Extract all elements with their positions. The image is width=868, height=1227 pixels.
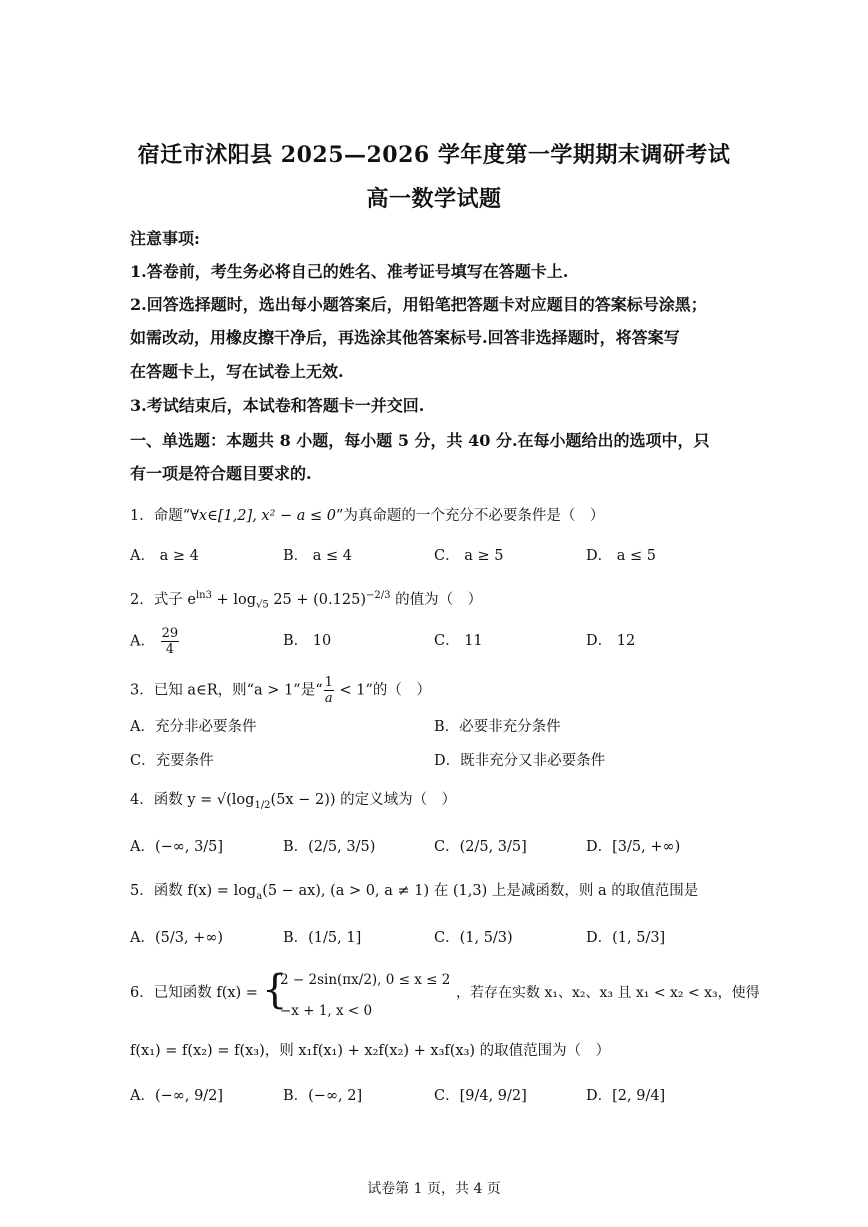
q5-base: a [256,890,263,902]
exam-subtitle: 高一数学试题 [366,186,502,212]
q4-option-b: B．(2/5, 3/5) [283,839,376,855]
q2-exp2: −2/3 [365,590,391,601]
notes-heading: 注意事项: [130,229,200,248]
note-1: 1.答卷前，考生务必将自己的姓名、准考证号填写在答题卡上. [130,262,569,281]
q5-option-d: D．(1, 5/3] [586,930,666,946]
q1-math: ∀x∈[1,2], x² − a ≤ 0 [190,508,337,524]
q2-a-numerator: 29 [161,626,179,641]
q6-option-a: A．(−∞, 9/2] [130,1088,224,1104]
q2-option-a [130,626,180,657]
q5-option-a: A．(5/3, +∞) [130,930,224,946]
q3-option-b: B．必要非充分条件 [434,719,561,735]
q4-number: 4． [130,792,154,808]
q2-number: 2． [130,591,154,608]
q1-option-b: B． a ≤ 4 [283,548,353,564]
q1-option-a: A． a ≥ 4 [130,548,199,564]
q4-option-a: A．(−∞, 3/5] [130,839,224,855]
q6-option-b: B．(−∞, 2] [283,1088,363,1104]
q1-option-c: C． a ≥ 5 [434,548,504,564]
q2-post: 的值为（ ） [390,591,483,608]
q5-text: 函数 f(x) = log [153,883,257,899]
q2-option-b: B． 10 [283,633,332,649]
q2-option-d: D． 12 [586,633,636,649]
q3-option-a: A．充分非必要条件 [130,719,257,735]
q4-option-c: C．(2/5, 3/5] [434,839,527,855]
q4-option-d: D．[3/5, +∞) [586,839,681,855]
q6-case-2: −x + 1, x < 0 [280,1003,373,1019]
q6-option-c: C．[9/4, 9/2] [434,1088,527,1104]
question-2 [130,585,482,617]
q6-number: 6． [130,985,154,1001]
q5-option-b: B．(1/5, 1] [283,930,362,946]
q1-pre: 命题“ [153,508,191,524]
q1-option-d: D． a ≤ 5 [586,548,656,564]
note-2a: 2.回答选择题时，选出每小题答案后，用铅笔把答题卡对应题目的答案标号涂黑； [130,295,707,314]
q3-number: 3． [130,682,154,699]
question-6 [130,982,258,1004]
question-5 [130,880,698,908]
q5-number: 5． [130,883,154,899]
q4-post: (5x − 2)) 的定义域为（ ） [270,792,457,808]
q2-mid2: 25 + (0.125) [268,591,366,608]
q2-option-c: C． 11 [434,633,483,649]
q1-post: ”为真命题的一个充分不必要条件是（ ） [336,508,605,524]
q6-pre: 已知函数 f(x) = [153,985,258,1001]
q2-exp: ln3 [195,590,212,601]
q4-base: 1/2 [254,799,271,811]
page-footer: 试卷第 1 页，共 4 页 [367,1181,501,1197]
q6-option-d: D．[2, 9/4] [586,1088,666,1104]
question-4 [130,789,456,817]
q3-option-d: D．既非充分又非必要条件 [434,753,606,769]
exam-title: 宿迁市沭阳县 2025—2026 学年度第一学期期末调研考试 [137,142,731,168]
q2-a-label: A． [130,633,155,650]
q3-pre: 已知 a∈R，则“a > 1”是“ [153,682,323,699]
q2-base: √5 [255,599,269,611]
q3-option-c: C．充要条件 [130,753,214,769]
q6-line2: f(x₁) = f(x₂) = f(x₃)，则 x₁f(x₁) + x₂f(x₂) + x₃f(x₃) 的取值范围为（ ） [130,1043,611,1059]
q3-numerator: 1 [324,675,333,690]
question-3 [130,675,431,706]
q2-a-fraction [161,626,180,657]
q2-a-denominator: 4 [165,642,174,657]
q6-brace-icon: { [262,967,288,1013]
q3-post: < 1”的（ ） [334,682,431,699]
section-1-line2: 有一项是符合题目要求的. [130,464,312,483]
note-2b: 如需改动，用橡皮擦干净后，再选涂其他答案标号.回答非选择题时，将答案写 [130,328,680,347]
q3-denominator: a [324,691,333,706]
note-3: 3.考试结束后，本试卷和答题卡一并交回. [130,396,425,415]
question-1 [130,505,604,527]
q6-case-1: 2 − 2sin(πx/2), 0 ≤ x ≤ 2 [280,972,451,988]
note-2c: 在答题卡上，写在试卷上无效. [130,362,344,381]
q5-option-c: C．(1, 5/3) [434,930,513,946]
q6-post: ，若存在实数 x₁、x₂、x₃ 且 x₁ < x₂ < x₃，使得 [456,985,760,1001]
q4-pre: 函数 y = √(log [153,792,255,808]
q5-post: (5 − ax), (a > 0, a ≠ 1) 在 (1,3) 上是减函数，则 a 的取值范围是 [262,883,699,899]
section-1-line1: 一、单选题：本题共 8 小题，每小题 5 分，共 40 分.在每小题给出的选项中，只 [130,431,710,450]
q3-fraction [324,675,334,706]
q1-number: 1． [130,508,154,524]
q2-mid: + log [211,591,256,608]
q2-text: 式子 e [153,591,196,608]
